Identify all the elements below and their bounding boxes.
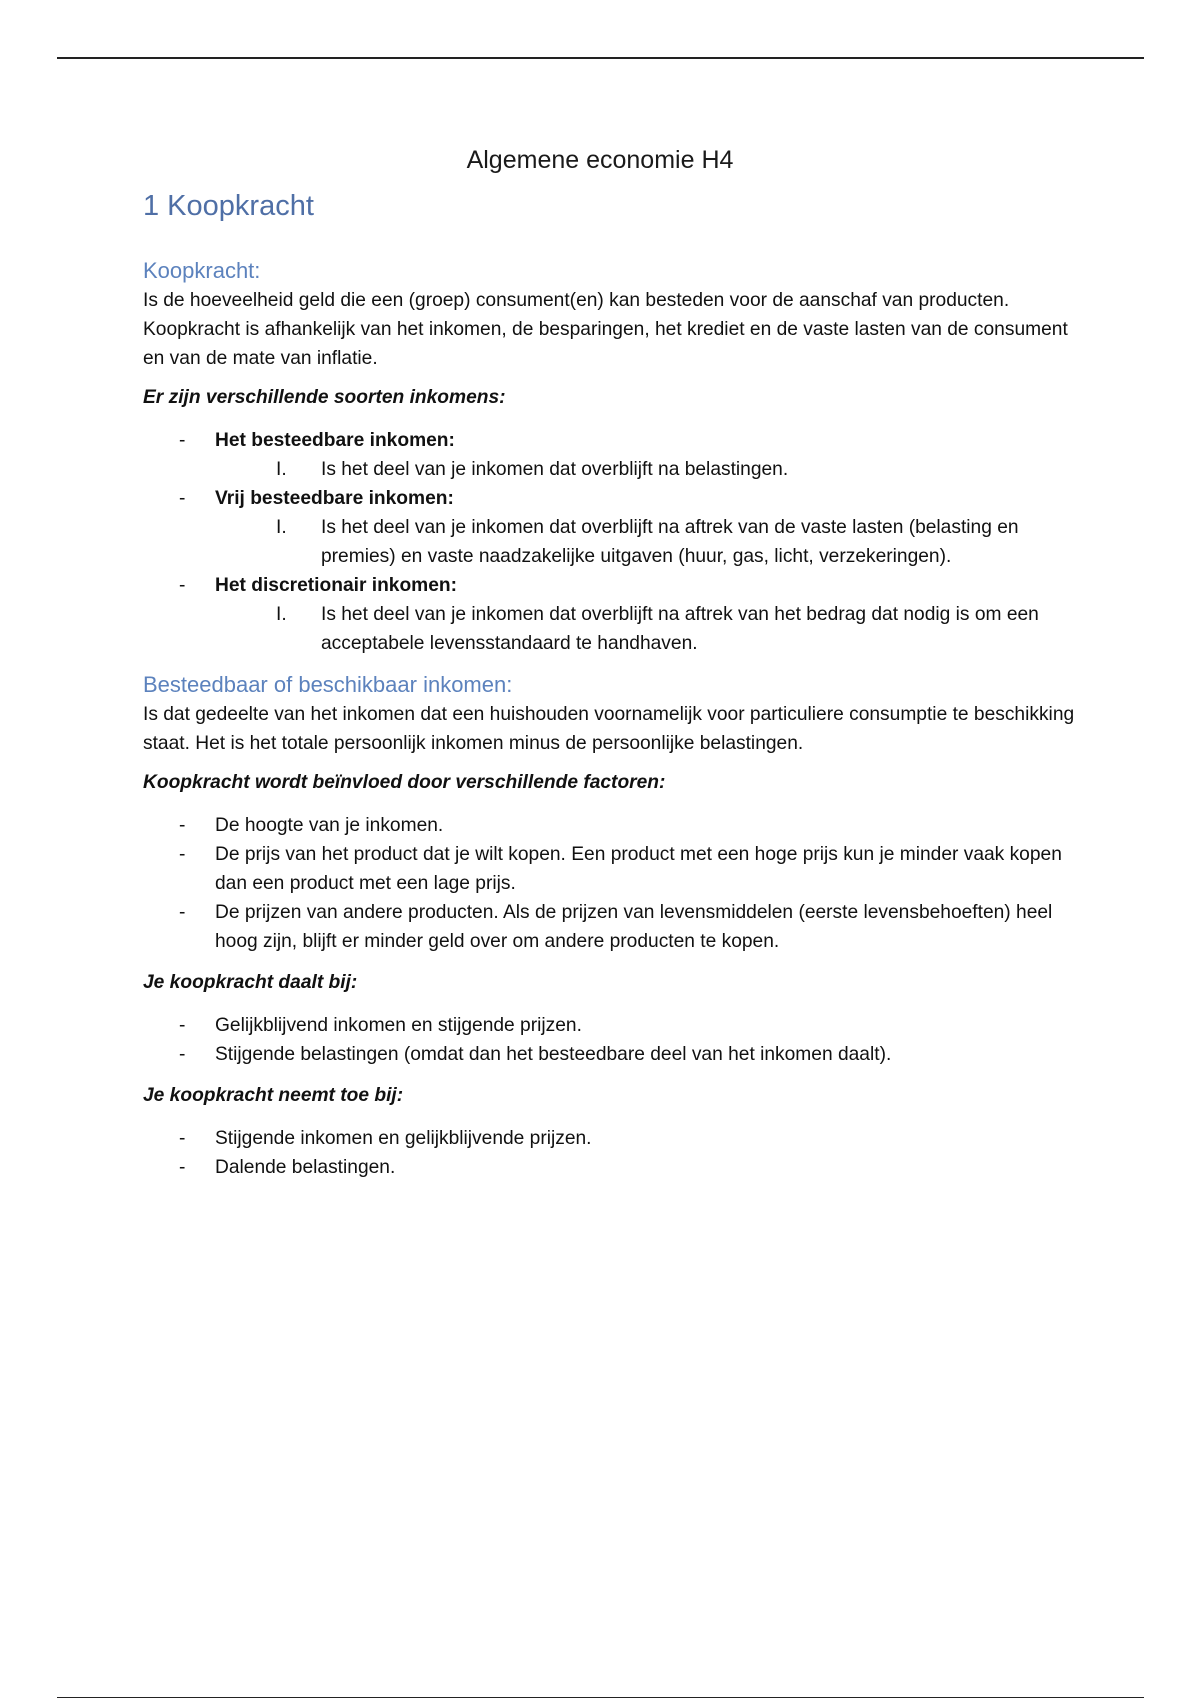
document-body [143, 140, 1093, 1194]
sublist-item-text: Is het deel van je inkomen dat overblijft na belastingen. [321, 459, 789, 480]
sublist-item-text: Is het deel van je inkomen dat overblijft na aftrek van het bedrag dat nodig is om een acceptabele levensstandaard te handhaven. [321, 604, 1039, 654]
dash-bullet: - [179, 1128, 186, 1149]
sublist [215, 600, 1093, 658]
dash-bullet: - [179, 1044, 186, 1065]
dash-bullet: - [179, 815, 186, 836]
dash-bullet: - [179, 1157, 186, 1178]
sublist-item-text: Is het deel van je inkomen dat overblijft na aftrek van de vaste lasten (belasting en premies) en vaste naadzakelijke uitgaven (huur, gas, licht, verzekeringen). [321, 517, 1019, 567]
lead-soorten-inkomens: Er zijn verschillende soorten inkomens: [143, 387, 506, 408]
heading-koopkracht-chapter: 1 Koopkracht [143, 190, 314, 222]
list-item [143, 1124, 1093, 1153]
list-item-label: Vrij besteedbare inkomen: [215, 488, 454, 509]
list-factoren [143, 811, 1093, 956]
document-title: Algemene economie H4 [466, 146, 734, 174]
dash-bullet: - [179, 1015, 186, 1036]
lead-koopkracht-neemt-toe: Je koopkracht neemt toe bij: [143, 1085, 404, 1106]
list-item-text: De prijs van het product dat je wilt kopen. Een product met een hoge prijs kun je minder vaak kopen dan een product met een lage prijs. [215, 844, 1062, 894]
list-item-text: Gelijkblijvend inkomen en stijgende prijzen. [215, 1015, 582, 1036]
header-rule [57, 57, 1144, 59]
sublist-item [143, 600, 1093, 658]
list-koopkracht-daalt [143, 1011, 1093, 1069]
dash-bullet: - [179, 575, 186, 596]
list-item [143, 1011, 1093, 1040]
list-item-text: Dalende belastingen. [215, 1157, 396, 1178]
dash-bullet: - [179, 844, 186, 865]
list-item-text: Stijgende belastingen (omdat dan het besteedbare deel van het inkomen daalt). [215, 1044, 892, 1065]
footer-rule [57, 1697, 1144, 1698]
list-item [143, 1153, 1093, 1182]
roman-marker: I. [276, 459, 287, 480]
list-item-text: De hoogte van je inkomen. [215, 815, 444, 836]
list-item [143, 898, 1093, 956]
dash-bullet: - [179, 902, 186, 923]
roman-marker: I. [276, 604, 287, 625]
sublist-item [143, 513, 1093, 571]
list-item [143, 571, 1093, 658]
lead-factoren: Koopkracht wordt beïnvloed door verschillende factoren: [143, 772, 666, 793]
sublist [215, 455, 1093, 484]
lead-koopkracht-daalt: Je koopkracht daalt bij: [143, 972, 358, 993]
list-item-text: De prijzen van andere producten. Als de prijzen van levensmiddelen (eerste levensbehoeften) heel hoog zijn, blijft er minder geld over om andere producten te kopen. [215, 902, 1053, 952]
list-item [143, 840, 1093, 898]
list-koopkracht-neemt-toe [143, 1124, 1093, 1182]
list-item-text: Stijgende inkomen en gelijkblijvende prijzen. [215, 1128, 592, 1149]
list-item [143, 811, 1093, 840]
dash-bullet: - [179, 430, 186, 451]
list-soorten-inkomens [143, 426, 1093, 658]
paragraph-koopkracht: Is de hoeveelheid geld die een (groep) consument(en) kan besteden voor de aanschaf van producten. Koopkracht is afhankelijk van het inkomen, de besparingen, het krediet en de vaste lasten van de consument en van de mate van inflatie. [143, 290, 1068, 369]
heading-koopkracht: Koopkracht: [143, 258, 261, 283]
list-item [143, 426, 1093, 484]
paragraph-besteedbaar-inkomen: Is dat gedeelte van het inkomen dat een huishouden voornamelijk voor particuliere consumptie te beschikking staat. Het is het totale persoonlijk inkomen minus de persoonlijke belastingen. [143, 704, 1075, 754]
heading-besteedbaar-inkomen: Besteedbaar of beschikbaar inkomen: [143, 672, 513, 697]
list-item-label: Het discretionair inkomen: [215, 575, 458, 596]
list-item [143, 484, 1093, 571]
list-item [143, 1040, 1093, 1069]
sublist [215, 513, 1093, 571]
roman-marker: I. [276, 517, 287, 538]
sublist-item [143, 455, 1093, 484]
list-item-label: Het besteedbare inkomen: [215, 430, 455, 451]
dash-bullet: - [179, 488, 186, 509]
